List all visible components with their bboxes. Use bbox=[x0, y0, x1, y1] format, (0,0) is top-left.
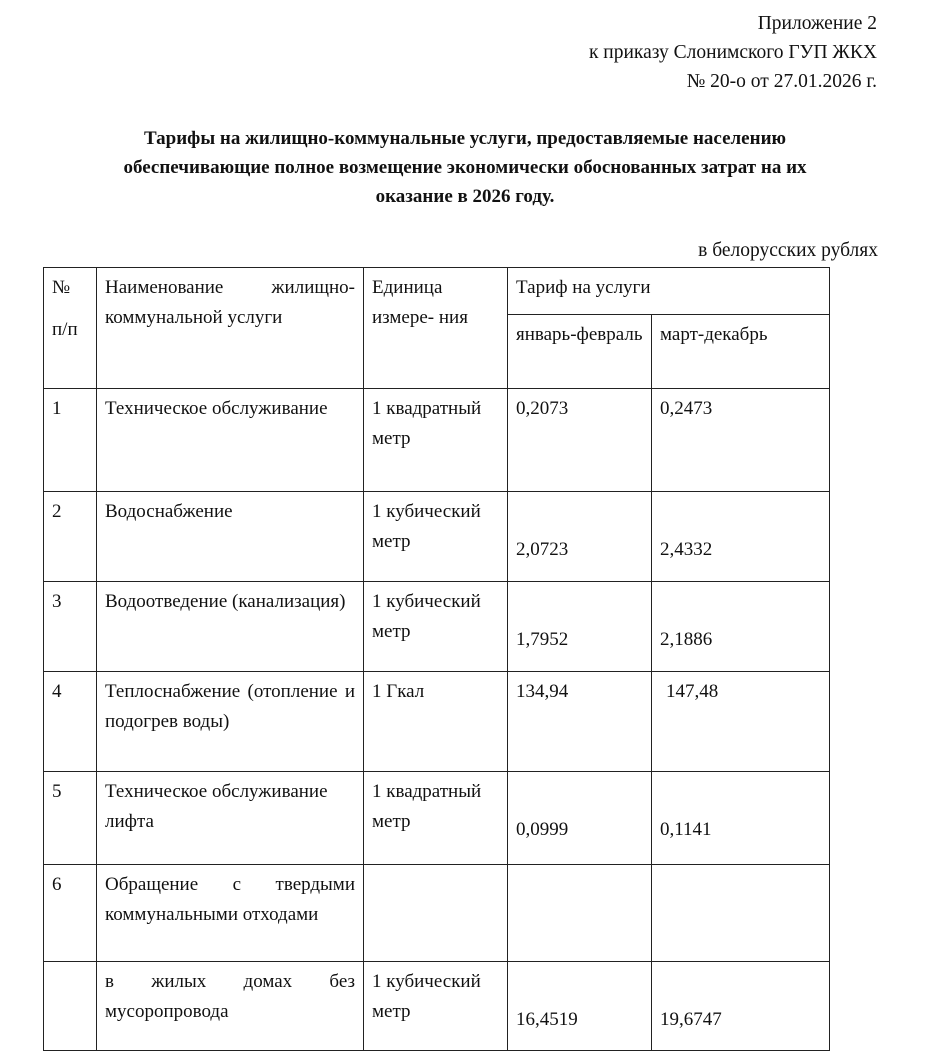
header-period-mar-dec: март-декабрь bbox=[652, 315, 830, 389]
table-row bbox=[44, 772, 830, 865]
appendix-order-date: № 20-о от 27.01.2026 г. bbox=[686, 71, 877, 92]
row-tariff-jan-feb: 134,94 bbox=[508, 672, 652, 772]
row-num: 3 bbox=[44, 582, 97, 672]
row-tariff-jan-feb: 0,2073 bbox=[508, 389, 652, 492]
header-num-label: п/п bbox=[52, 319, 78, 340]
tariff-value: 2,4332 bbox=[660, 539, 713, 560]
header-unit: Единица измере- ния bbox=[364, 268, 508, 389]
row-tariff-jan-feb bbox=[508, 492, 652, 582]
appendix-order-reference: к приказу Слонимского ГУП ЖКХ bbox=[588, 42, 877, 63]
row-tariff-mar-dec bbox=[652, 865, 830, 962]
tariff-table bbox=[43, 267, 830, 1051]
row-num: 4 bbox=[44, 672, 97, 772]
header-row bbox=[44, 268, 830, 315]
header-service-name: Наименование жилищно-коммунальной услуги bbox=[97, 268, 364, 389]
row-tariff-jan-feb bbox=[508, 962, 652, 1051]
row-service-name: Водоснабжение bbox=[97, 492, 364, 582]
table-row bbox=[44, 672, 830, 772]
row-tariff-mar-dec bbox=[652, 492, 830, 582]
row-tariff-mar-dec: 0,2473 bbox=[652, 389, 830, 492]
header-tariff: Тариф на услуги bbox=[508, 268, 830, 315]
row-service-name: Водоотведение (канализация) bbox=[97, 582, 364, 672]
row-service-name: Теплоснабжение (отопление и подогрев воды) bbox=[97, 672, 364, 772]
row-unit: 1 кубический метр bbox=[364, 582, 508, 672]
title-line-1: Тарифы на жилищно-коммунальные услуги, предоставляемые населению bbox=[143, 128, 787, 149]
currency-note: в белорусских рублях bbox=[698, 240, 878, 261]
table-row bbox=[44, 492, 830, 582]
row-num: 2 bbox=[44, 492, 97, 582]
row-service-name: в жилых домах без мусоропровода bbox=[97, 962, 364, 1051]
row-tariff-jan-feb bbox=[508, 582, 652, 672]
row-tariff-mar-dec bbox=[652, 582, 830, 672]
row-service-name: Техническое обслуживание bbox=[97, 389, 364, 492]
row-tariff-mar-dec bbox=[652, 772, 830, 865]
tariff-value: 0,1141 bbox=[660, 819, 712, 840]
appendix-number: Приложение 2 bbox=[757, 13, 877, 34]
title-line-3: оказание в 2026 году. bbox=[375, 186, 555, 207]
row-service-name: Обращение с твердыми коммунальными отходами bbox=[97, 865, 364, 962]
row-unit: 1 квадратный метр bbox=[364, 772, 508, 865]
document-title bbox=[40, 124, 890, 211]
tariff-value: 19,6747 bbox=[660, 1009, 722, 1030]
row-num bbox=[44, 962, 97, 1051]
row-unit: 1 кубический метр bbox=[364, 492, 508, 582]
tariff-value: 16,4519 bbox=[516, 1009, 578, 1030]
header-period-jan-feb: январь-февраль bbox=[508, 315, 652, 389]
row-num: 6 bbox=[44, 865, 97, 962]
tariff-value: 2,0723 bbox=[516, 539, 569, 560]
header-num-symbol: № bbox=[52, 277, 71, 298]
appendix-header bbox=[589, 9, 877, 96]
row-service-name: Техническое обслуживание лифта bbox=[97, 772, 364, 865]
table-row bbox=[44, 389, 830, 492]
table-row bbox=[44, 962, 830, 1051]
title-line-2: обеспечивающие полное возмещение экономически обоснованных затрат на их bbox=[123, 157, 807, 178]
row-unit: 1 кубический метр bbox=[364, 962, 508, 1051]
row-unit: 1 Гкал bbox=[364, 672, 508, 772]
tariff-value: 2,1886 bbox=[660, 629, 713, 650]
row-tariff-jan-feb bbox=[508, 865, 652, 962]
header-num bbox=[44, 268, 97, 389]
row-tariff-mar-dec: 147,48 bbox=[652, 672, 830, 772]
table-row bbox=[44, 865, 830, 962]
tariff-value: 0,0999 bbox=[516, 819, 569, 840]
row-num: 5 bbox=[44, 772, 97, 865]
row-unit: 1 квадратный метр bbox=[364, 389, 508, 492]
row-tariff-mar-dec bbox=[652, 962, 830, 1051]
row-tariff-jan-feb bbox=[508, 772, 652, 865]
table-row bbox=[44, 582, 830, 672]
row-num: 1 bbox=[44, 389, 97, 492]
tariff-value: 1,7952 bbox=[516, 629, 569, 650]
row-unit bbox=[364, 865, 508, 962]
